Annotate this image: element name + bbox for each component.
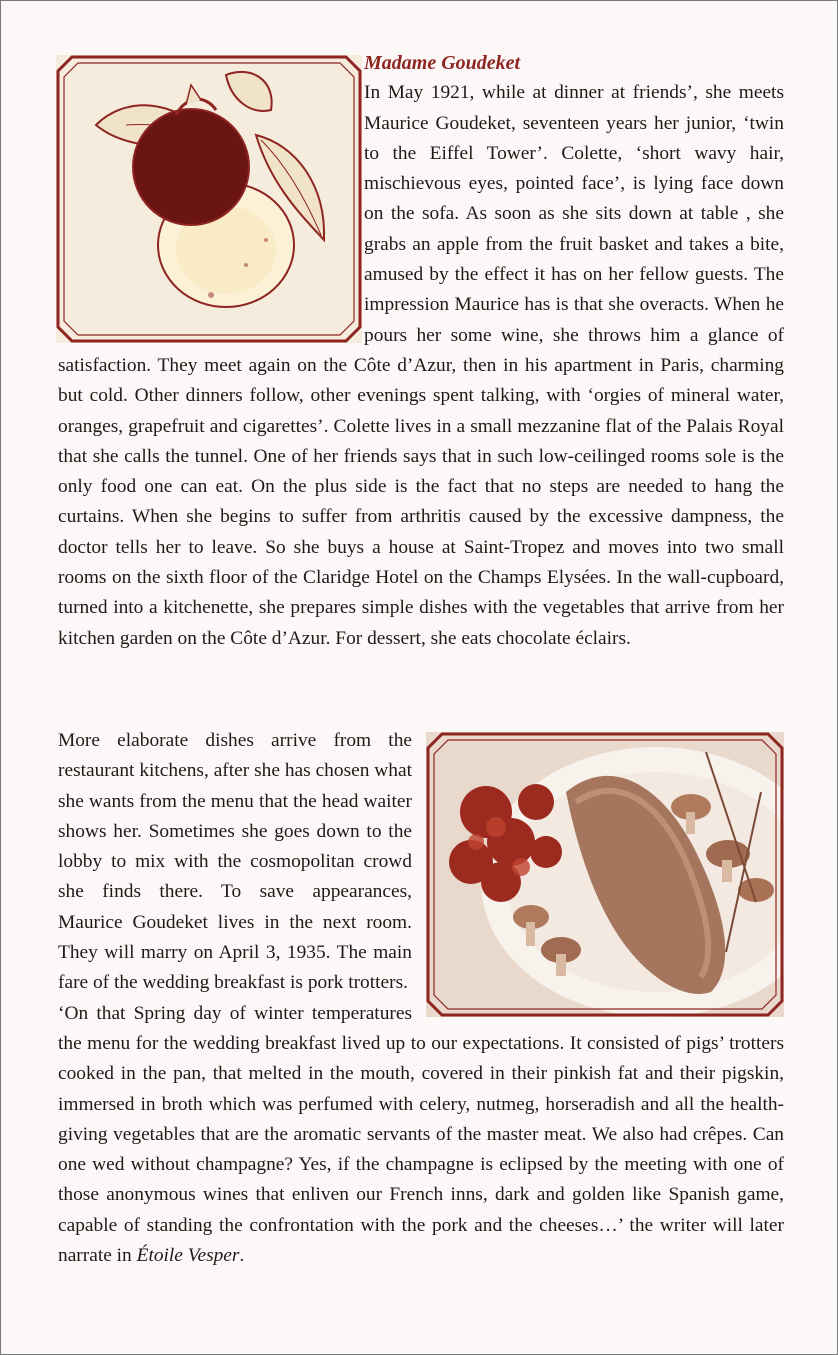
article-title: Madame Goudeket [364, 52, 521, 74]
quote-text: ‘On that Spring day of winter temperatures the menu for the wedding breakfast lived up to our expectations. It consisted of pigs’ trotters cooked in the pan, that melted in the mouth, covered in their pinkish fat and their pigskin, immersed in broth which was perfumed with celery, nutmeg, horseradish and all the health-giving vegetables that are the aromatic servants of the master meat. We also had crêpes. Can one wed without champagne? Yes, if the champagne is eclipsed by the meeting with one of those anonymous wines that enliven our French inns, dark and golden like Spanish game, capable of standing the confrontation with the pork and the cheeses…’ the writer will later narrate in [58, 1002, 784, 1267]
book-title: Étoile Vesper [136, 1245, 240, 1267]
paragraph-3 [58, 999, 784, 1272]
quote-end: . [239, 1245, 245, 1267]
photo-spacer [426, 726, 784, 1006]
illustration-spacer [58, 48, 364, 336]
article-body-top [58, 48, 784, 654]
article-body-bottom [58, 726, 784, 1271]
paragraph-1: In May 1921, while at dinner at friends’, she meets Maurice Goudeket, seventeen years her junior, ‘twin to the Eiffel Tower’. Colette, ‘short wavy hair, mischievous eyes, pointed face’, is lying face down on the sofa. As soon as she sits down at table , she grabs an apple from the fruit basket and takes a bite, amused by the effect it has on her fellow guests. The impression Maurice has is that she overacts. When he pours her some wine, she throws him a glance of satisfaction. They meet again on the Côte d’Azur, then in his apartment in Paris, charming but cold. Other dinners follow, other evenings spent talking, with ‘orgies of mineral water, oranges, grapefruit and cigarettes’. Colette lives in a small mezzanine flat of the Palais Royal that she calls the tunnel. One of her friends says that in such low-ceilinged rooms sole is the only food one can eat. On the plus side is the fact that no steps are needed to hang the curtains. When she begins to suffer from arthritis caused by the excessive dampness, the doctor tells her to leave. So she buys a house at Saint-Tropez and moves into two small rooms on the sixth floor of the Claridge Hotel on the Champs Elysées. In the wall-cupboard, turned into a kitchenette, she prepares simple dishes with the vegetables that arrive from her kitchen garden on the Côte d’Azur. For dessert, she eats chocolate éclairs. [58, 82, 784, 649]
paragraph-2: More elaborate dishes arrive from the restaurant kitchens, after she has chosen what she wants from the menu that the head waiter shows her. Sometimes she goes down to the lobby to mix with the cosmopolitan crowd she finds there. To save appearances, Maurice Goudeket lives in the next room. They will marry on April 3, 1935. The main fare of the wedding breakfast is pork trotters. [58, 730, 412, 994]
